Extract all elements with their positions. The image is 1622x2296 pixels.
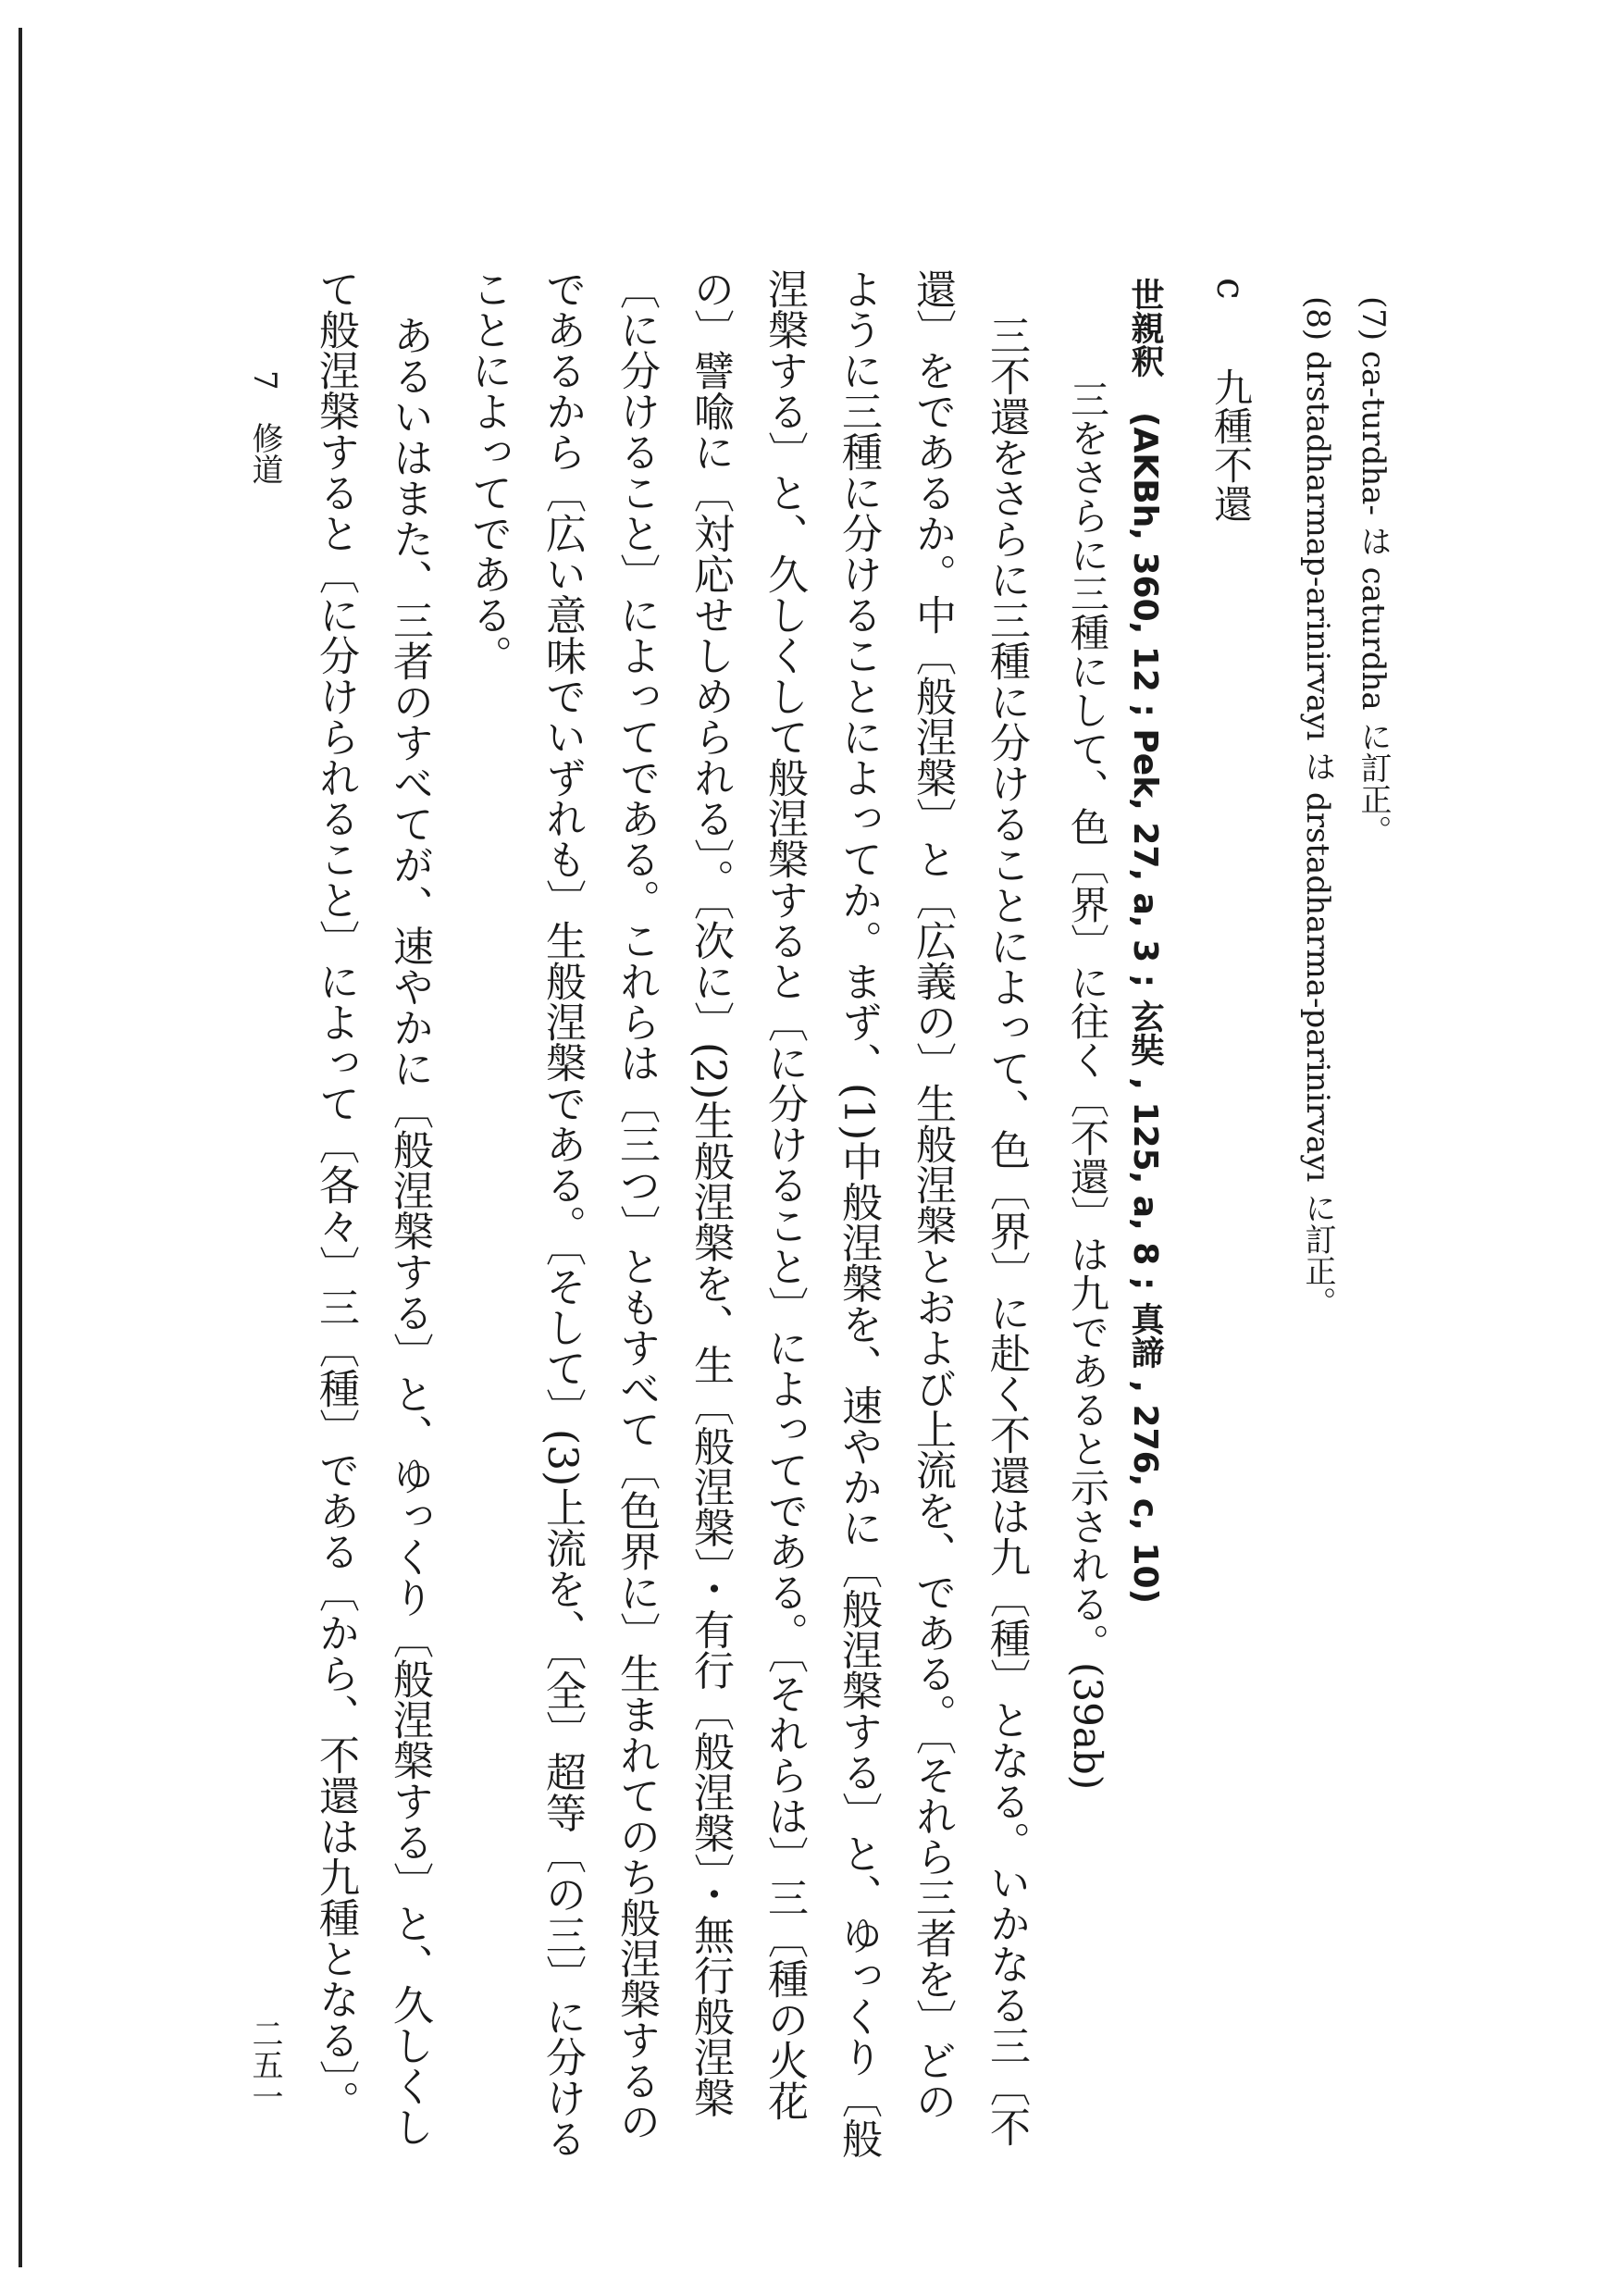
page-number: 二五一	[246, 2017, 283, 2112]
body-line: あるいはまた、三者のすべてが、速やかに〔般涅槃する〕と、ゆっくり〔般涅槃する〕と、久しくし	[386, 315, 433, 2147]
commentary-source: (AKBh, 360, 12 ; Pek, 27, a, 3 ; 玄奘 , 125, a, 8 ; 真諦 , 276, c, 10)	[1126, 411, 1164, 1604]
note-7	[1351, 296, 1396, 847]
note-text: ca-turdha- は caturdha に訂正。	[1355, 350, 1392, 847]
body-line: の〕譬喩に〔対応せしめられる〕。〔次に〕(2)生般涅槃を、生〔般涅槃〕・有行〔般涅槃〕・無行般涅槃	[687, 268, 734, 2118]
note-marker: (7)	[1355, 296, 1392, 341]
chapter-footer	[242, 370, 288, 485]
commentary-label: 世親釈	[1126, 278, 1164, 378]
body-line: 涅槃する〕と、久しくして般涅槃すると〔に分けること〕によってである。〔それらは〕三〔種の火花	[761, 268, 808, 2121]
body-line: 三不還をさらに三種に分けることによって、色〔界〕に赴く不還は九〔種〕となる。いかなる三〔不	[983, 315, 1030, 2147]
body-line: ことによってである。	[464, 268, 512, 676]
body-line: 〔に分けること〕によってである。これらは〔三つ〕ともすべて〔色界に〕生まれてのち般涅槃するの	[613, 268, 660, 2141]
body-line: ように三種に分けることによってか。まず、(1)中般涅槃を、速やかに〔般涅槃する〕と、ゆっくり〔般	[835, 268, 882, 2159]
body-line: 還〕をであるか。中〔般涅槃〕と〔広義の〕生般涅槃とおよび上流を、である。〔それら三者を〕どの	[909, 268, 956, 2121]
commentary-heading	[1121, 278, 1169, 1604]
chapter-number: 7	[246, 370, 283, 391]
section-letter: c	[1208, 278, 1254, 300]
chapter-title: 修道	[246, 422, 283, 486]
section-heading	[1203, 278, 1258, 523]
note-text: drstadharmap-arinirvayı は drstadharma-parinirvayı に訂正。	[1299, 350, 1336, 1319]
body-line: て般涅槃すると〔に分けられること〕によって〔各々〕三〔種〕である〔から、不還は九種となる〕。	[312, 268, 359, 2121]
body-line: であるから〔広い意味でいずれも〕生般涅槃である。〔そして〕(3)上流を、〔全〕超等〔の三〕に分ける	[539, 268, 586, 2159]
verse-line: 三をさらに三種にして、色〔界〕に往く〔不還〕は九であると示される。(39ab)	[1065, 379, 1110, 1791]
note-8	[1295, 296, 1341, 1318]
section-title: 九種不還	[1208, 366, 1254, 523]
note-marker: (8)	[1299, 296, 1336, 341]
page-margin-rule	[19, 28, 22, 2267]
